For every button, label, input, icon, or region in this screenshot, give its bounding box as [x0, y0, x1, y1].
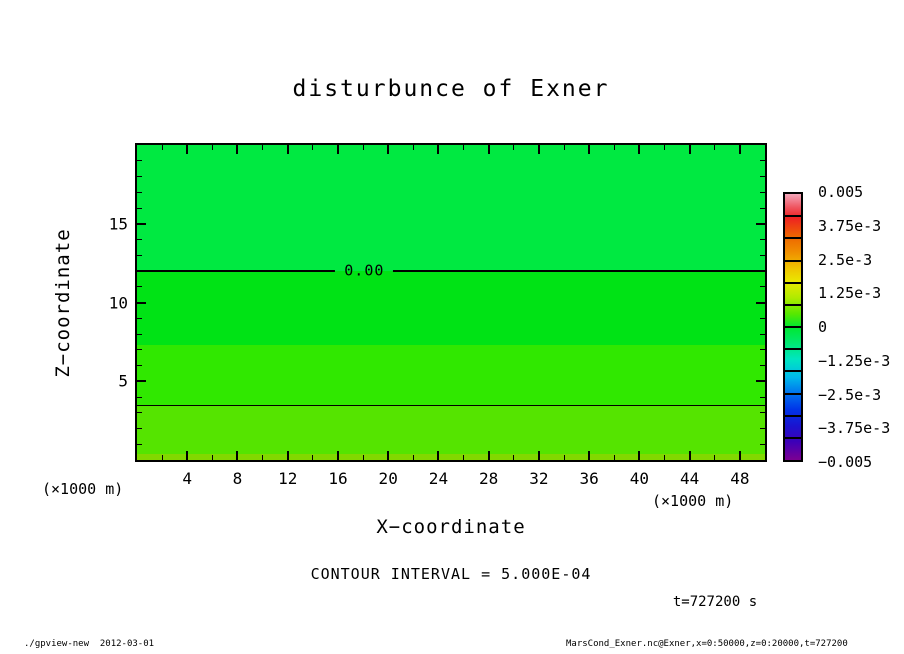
x-axis-tick	[413, 145, 414, 150]
footer-data-source: MarsCond_Exner.nc@Exner,x=0:50000,z=0:20000,t=727200	[566, 639, 848, 649]
y-axis-tick	[760, 208, 765, 209]
colorbar-tick-label: 0.005	[818, 183, 864, 201]
x-axis-tick	[363, 455, 364, 460]
colorbar-tick-label: 2.5e-3	[818, 250, 873, 269]
y-axis-tick	[760, 365, 765, 366]
colorbar-divider	[785, 393, 801, 395]
colorbar-divider	[785, 370, 801, 372]
x-tick-label: 48	[730, 469, 750, 488]
x-axis-tick	[437, 451, 439, 460]
y-axis-tick	[137, 397, 142, 398]
x-axis-tick	[488, 451, 490, 460]
x-tick-label: 28	[479, 469, 499, 488]
x-axis-tick	[588, 451, 590, 460]
x-axis-tick	[413, 455, 414, 460]
y-axis-title: Z−coordinate	[52, 228, 74, 378]
tone-band	[137, 345, 765, 406]
y-axis-tick	[137, 208, 142, 209]
x-axis-tick	[312, 455, 313, 460]
x-tick-label: 4	[182, 469, 193, 488]
x-axis-tick	[689, 451, 691, 460]
y-axis-tick	[760, 176, 765, 177]
contour-interval-note: CONTOUR INTERVAL = 5.000E-04	[310, 565, 592, 583]
colorbar	[783, 192, 803, 462]
y-axis-tick	[137, 380, 146, 382]
colorbar-tick-label: 0	[818, 318, 828, 336]
x-axis-tick	[463, 145, 464, 150]
y-axis-tick	[137, 444, 142, 445]
x-tick-label: 8	[232, 469, 243, 488]
x-axis-tick	[387, 145, 389, 154]
colorbar-tick-label: −3.75e-3	[818, 419, 891, 438]
tone-band	[137, 145, 765, 271]
x-axis-tick	[564, 455, 565, 460]
y-axis-tick	[760, 239, 765, 240]
x-tick-label: 24	[428, 469, 449, 488]
x-axis-title: X−coordinate	[376, 516, 526, 538]
x-axis-tick	[387, 451, 389, 460]
x-axis-tick	[437, 145, 439, 154]
y-axis-tick	[137, 192, 142, 193]
x-axis-tick	[739, 145, 741, 154]
x-axis-tick	[337, 145, 339, 154]
x-axis-tick	[513, 145, 514, 150]
x-axis-unit-label: (×1000 m)	[652, 492, 734, 510]
y-axis-tick	[760, 349, 765, 350]
colorbar-divider	[785, 415, 801, 417]
x-axis-tick	[287, 145, 289, 154]
x-axis-tick	[488, 145, 490, 154]
colorbar-divider	[785, 282, 801, 284]
contour-line	[137, 405, 765, 406]
y-axis-tick	[756, 302, 765, 304]
colorbar-tick-label: 3.75e-3	[818, 216, 882, 235]
x-axis-tick	[236, 451, 238, 460]
tone-band	[137, 454, 765, 460]
x-axis-tick	[664, 145, 665, 150]
y-axis-tick	[137, 286, 142, 287]
colorbar-labels	[818, 183, 898, 471]
x-axis-tick	[186, 145, 188, 154]
y-axis-tick	[137, 302, 146, 304]
y-axis-tick	[137, 349, 142, 350]
y-axis-tick	[137, 428, 142, 429]
tone-band	[137, 271, 765, 345]
x-tick-label: 12	[278, 469, 298, 488]
x-tick-label: 32	[529, 469, 549, 488]
y-tick-label: 10	[108, 293, 128, 312]
x-axis-tick	[363, 145, 364, 150]
x-axis-tick	[638, 451, 640, 460]
y-axis-tick	[760, 318, 765, 319]
y-axis-tick	[137, 365, 142, 366]
x-axis-tick	[689, 145, 691, 154]
colorbar-divider	[785, 437, 801, 439]
y-axis-tick	[137, 412, 142, 413]
x-axis-tick	[538, 145, 540, 154]
x-tick-label: 20	[378, 469, 398, 488]
contour-label: 0.00	[335, 263, 393, 280]
y-axis-tick	[760, 160, 765, 161]
x-axis-tick	[312, 145, 313, 150]
x-axis-tick	[262, 145, 263, 150]
x-axis-tick	[212, 455, 213, 460]
x-axis-tick	[614, 455, 615, 460]
x-axis-tick	[614, 145, 615, 150]
x-axis-tick	[714, 455, 715, 460]
y-axis-tick	[760, 444, 765, 445]
colorbar-divider	[785, 215, 801, 217]
y-axis-tick	[137, 318, 142, 319]
colorbar-divider	[785, 326, 801, 328]
colorbar-tick-label: −1.25e-3	[818, 351, 891, 370]
y-axis-tick	[760, 255, 765, 256]
x-tick-label: 44	[679, 469, 700, 488]
y-axis-tick	[137, 176, 142, 177]
y-axis-tick	[137, 255, 142, 256]
y-axis-tick	[137, 223, 146, 225]
x-axis-tick	[262, 455, 263, 460]
x-tick-label: 40	[629, 469, 650, 488]
x-axis-tick	[714, 145, 715, 150]
y-axis-tick	[137, 334, 142, 335]
y-axis-tick	[760, 286, 765, 287]
x-axis-tick	[236, 145, 238, 154]
x-axis-tick	[538, 451, 540, 460]
y-axis-tick	[756, 223, 765, 225]
y-axis-tick	[760, 192, 765, 193]
x-axis-tick	[337, 451, 339, 460]
y-axis-tick	[756, 380, 765, 382]
x-tick-label: 16	[328, 469, 348, 488]
footer-program-version: ./gpview-new 2012-03-01	[24, 639, 155, 649]
contour-line	[137, 270, 765, 272]
y-axis-tick	[137, 271, 142, 272]
colorbar-tick-label: −0.005	[818, 453, 873, 471]
x-tick-label: 36	[579, 469, 599, 488]
x-axis-tick	[564, 145, 565, 150]
y-axis-tick	[137, 239, 142, 240]
tone-band	[137, 406, 765, 455]
y-axis-tick	[760, 397, 765, 398]
colorbar-divider	[785, 304, 801, 306]
x-axis-tick	[588, 145, 590, 154]
colorbar-divider	[785, 237, 801, 239]
y-axis-tick	[760, 271, 765, 272]
x-axis-tick	[739, 451, 741, 460]
x-axis-tick	[638, 145, 640, 154]
y-axis-tick	[137, 160, 142, 161]
plot-area	[135, 143, 767, 462]
y-tick-labels	[86, 145, 128, 460]
x-axis-tick	[513, 455, 514, 460]
y-axis-unit-label: (×1000 m)	[42, 480, 124, 498]
x-axis-tick	[287, 451, 289, 460]
y-axis-tick	[760, 334, 765, 335]
x-axis-tick	[463, 455, 464, 460]
x-axis-tick	[664, 455, 665, 460]
x-tick-labels	[137, 469, 765, 489]
colorbar-divider	[785, 260, 801, 262]
time-stamp: t=727200 s	[672, 594, 758, 610]
colorbar-divider	[785, 348, 801, 350]
x-axis-tick	[212, 145, 213, 150]
page-title: disturbunce of Exner	[292, 76, 610, 102]
x-axis-tick	[162, 455, 163, 460]
y-axis-tick	[760, 412, 765, 413]
colorbar-tick-label: 1.25e-3	[818, 284, 882, 303]
y-axis-tick	[760, 428, 765, 429]
colorbar-tick-label: −2.5e-3	[818, 385, 882, 404]
x-axis-tick	[186, 451, 188, 460]
x-axis-tick	[162, 145, 163, 150]
y-tick-label: 15	[108, 214, 128, 234]
y-tick-label: 5	[118, 371, 128, 391]
